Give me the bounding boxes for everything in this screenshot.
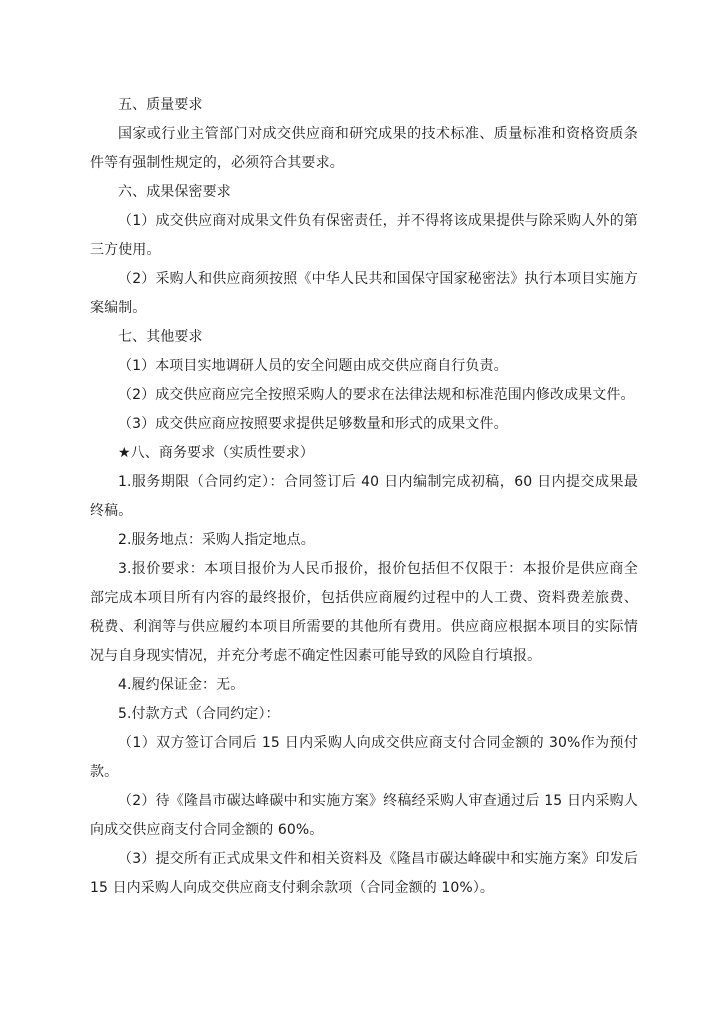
section-heading-other: 七、其他要求 bbox=[118, 329, 203, 345]
document-body bbox=[90, 91, 638, 903]
paragraph-other-1: （1）本项目实地调研人员的安全问题由成交供应商自行负责。 bbox=[118, 358, 508, 374]
section-heading-quality: 五、质量要求 bbox=[118, 97, 203, 113]
paragraph-payment-method: 5.付款方式（合同约定）： bbox=[118, 706, 280, 722]
paragraph-confidentiality-2: （2）采购人和供应商须按照《中华人民共和国保守国家秘密法》执行本项目实施方案编制。 bbox=[90, 271, 638, 316]
paragraph-payment-2: （2）待《隆昌市碳达峰碳中和实施方案》终稿经采购人审查通过后 15 日内采购人向成交供应商支付合同金额的 60%。 bbox=[90, 793, 638, 838]
paragraph-service-period: 1.服务期限（合同约定）：合同签订后 40 日内编制完成初稿，60 日内提交成果最终稿。 bbox=[90, 474, 638, 519]
section-heading-business: ★八、商务要求（实质性要求） bbox=[118, 445, 314, 461]
paragraph-performance-bond: 4.履约保证金：无。 bbox=[118, 677, 245, 693]
paragraph-other-3: （3）成交供应商应按照要求提供足够数量和形式的成果文件。 bbox=[118, 416, 508, 432]
paragraph-quote-requirements: 3.报价要求：本项目报价为人民币报价，报价包括但不仅限于：本报价是供应商全部完成本项目所有内容的最终报价，包括供应商履约过程中的人工费、资料费差旅费、税费、利润等与供应履约本项目所需要的其他所有费用。供应商应根据本项目的实际情况与自身现实情况，并充分考虑不确定性因素可能导致的风险自行填报。 bbox=[90, 561, 638, 664]
paragraph-other-2: （2）成交供应商应完全按照采购人的要求在法律法规和标准范围内修改成果文件。 bbox=[118, 387, 635, 403]
paragraph-payment-3: （3）提交所有正式成果文件和相关资料及《隆昌市碳达峰碳中和实施方案》印发后 15 日内采购人向成交供应商支付剩余款项（合同金额的 10%）。 bbox=[90, 851, 638, 896]
paragraph-quality-standards: 国家或行业主管部门对成交供应商和研究成果的技术标准、质量标准和资格资质条件等有强制性规定的，必须符合其要求。 bbox=[90, 126, 638, 171]
paragraph-payment-1: （1）双方签订合同后 15 日内采购人向成交供应商支付合同金额的 30%作为预付款。 bbox=[90, 735, 638, 780]
paragraph-confidentiality-1: （1）成交供应商对成果文件负有保密责任，并不得将该成果提供与除采购人外的第三方使用。 bbox=[90, 213, 638, 258]
paragraph-service-location: 2.服务地点：采购人指定地点。 bbox=[118, 532, 315, 548]
section-heading-confidentiality: 六、成果保密要求 bbox=[118, 184, 231, 200]
